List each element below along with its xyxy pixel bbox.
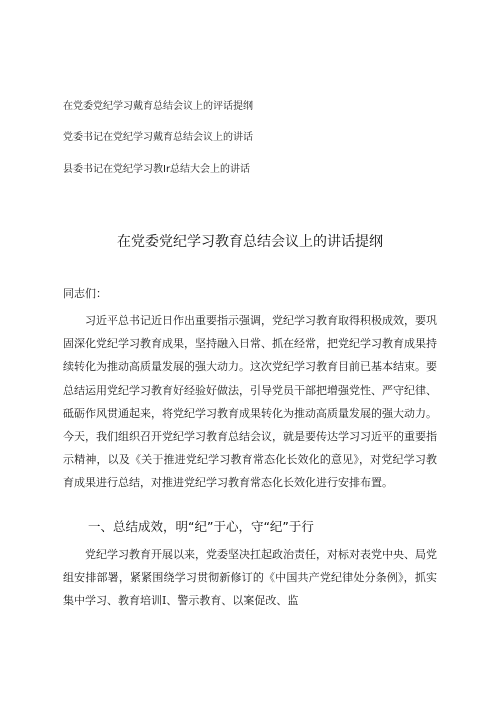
toc-item[interactable]: 在党委党纪学习戴育总结会议上的评话提纲 [63, 101, 253, 112]
greeting: 同志们： [63, 287, 107, 300]
section-heading: 一、总结成效，明“纪”于心，守“纪”于行 [88, 519, 314, 534]
paragraph: 党纪学习教育开展以来，党委坚决扛起政治责任，对标对表党中央、局党组安排部署，紧紧围绕学习贯彻新修订的《中国共产党纪律处分条例》，抓实集中学习、教育培训I、警示教育、以案促改、监 [63, 548, 437, 608]
toc-item[interactable]: 县委书记在党纪学习教Ir总结大会上的讲话 [63, 164, 251, 175]
document-title: 在党委党纪学习教育总结会议上的讲话提纲 [117, 234, 383, 250]
toc-item[interactable]: 党委书记在党纪学习戴育总结会议上的讲话 [63, 132, 253, 143]
paragraph: 习近平总书记近日作出重要指示强调，党纪学习教育取得积极成效，要巩固深化党纪学习教育成果，坚持融入日常、抓在经常，把党纪学习教育成果持续转化为推动高质量发展的强大动力。这次党纪学习教育目前已基本结束。要总结运用党纪学习教育好经验好做法，引导党员干部把增强党性、严守纪律、砥砺作风贯通起来，将党纪学习教育成果转化为推动高质量发展的强大动力。今天，我们组织召开党纪学习教育总结会议，就是要传达学习习近平的重要指示精神，以及《关于推进党纪学习教育常态化长效化的意见》，对党纪学习教育成果进行总结，对推进党纪学习教育常态化长效化进行安排布置。 [63, 314, 437, 490]
